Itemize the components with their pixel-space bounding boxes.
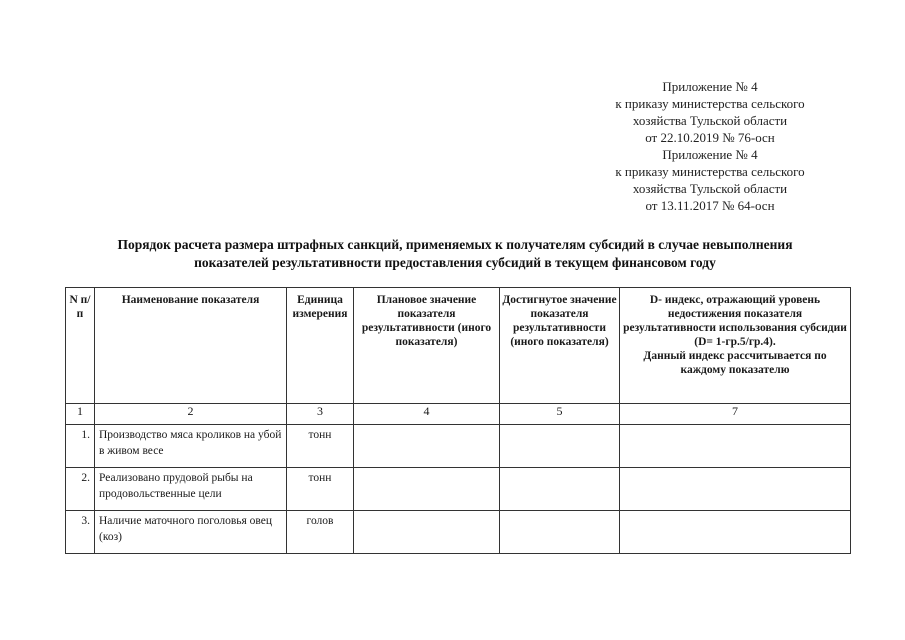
row-number: 2. (66, 468, 95, 511)
title-line-2: показателей результативности предоставления субсидий в текущем финансовом году (194, 255, 716, 270)
col-header-planned-value: Плановое значение показателя результативности (иного показателя) (354, 288, 500, 404)
column-number: 4 (354, 404, 500, 425)
achieved-value-cell (500, 468, 620, 511)
appendix-header (560, 78, 860, 214)
column-number: 5 (500, 404, 620, 425)
table-row (66, 511, 851, 554)
col-header-d-index (620, 288, 851, 404)
column-number: 7 (620, 404, 851, 425)
d-index-note: Данный индекс рассчитывается по каждому показателю (643, 350, 827, 376)
planned-value-cell (354, 511, 500, 554)
header-line: к приказу министерства сельского (615, 96, 805, 111)
unit-cell: тонн (287, 468, 354, 511)
table-header-row (66, 288, 851, 404)
planned-value-cell (354, 425, 500, 468)
header-line: Приложение № 4 (662, 147, 758, 162)
header-line: хозяйства Тульской области (632, 181, 788, 196)
d-index-formula: (D= 1-гр.5/гр.4). (694, 336, 776, 348)
col-header-indicator-name: Наименование показателя (95, 288, 287, 404)
title-line-1: Порядок расчета размера штрафных санкций, применяемых к получателям субсидий в случае невыполнения (117, 237, 793, 252)
column-number: 3 (287, 404, 354, 425)
indicator-name: Наличие маточного поголовья овец (коз) (95, 511, 287, 554)
planned-value-cell (354, 468, 500, 511)
table-row (66, 425, 851, 468)
column-number-row (66, 404, 851, 425)
d-index-cell (620, 425, 851, 468)
header-line: хозяйства Тульской области (632, 113, 788, 128)
achieved-value-cell (500, 511, 620, 554)
unit-cell: голов (287, 511, 354, 554)
col-header-achieved-value: Достигнутое значение показателя результативности (иного показателя) (500, 288, 620, 404)
table-row (66, 468, 851, 511)
header-line: от 13.11.2017 № 64-осн (645, 198, 775, 213)
header-line: Приложение № 4 (662, 79, 758, 94)
row-number: 3. (66, 511, 95, 554)
document-title (60, 236, 850, 272)
row-number: 1. (66, 425, 95, 468)
col-header-number: N п/п (66, 288, 95, 404)
d-index-cell (620, 468, 851, 511)
unit-cell: тонн (287, 425, 354, 468)
d-index-cell (620, 511, 851, 554)
column-number: 2 (95, 404, 287, 425)
col-header-unit: Единица измерения (287, 288, 354, 404)
indicator-name: Реализовано прудовой рыбы на продовольственные цели (95, 468, 287, 511)
achieved-value-cell (500, 425, 620, 468)
header-line: к приказу министерства сельского (615, 164, 805, 179)
penalty-table (65, 287, 851, 554)
column-number: 1 (66, 404, 95, 425)
indicator-name: Производство мяса кроликов на убой в живом весе (95, 425, 287, 468)
header-line: от 22.10.2019 № 76-осн (645, 130, 775, 145)
d-index-description: D- индекс, отражающий уровень недостижения показателя результативности использования субсидии (623, 294, 847, 334)
